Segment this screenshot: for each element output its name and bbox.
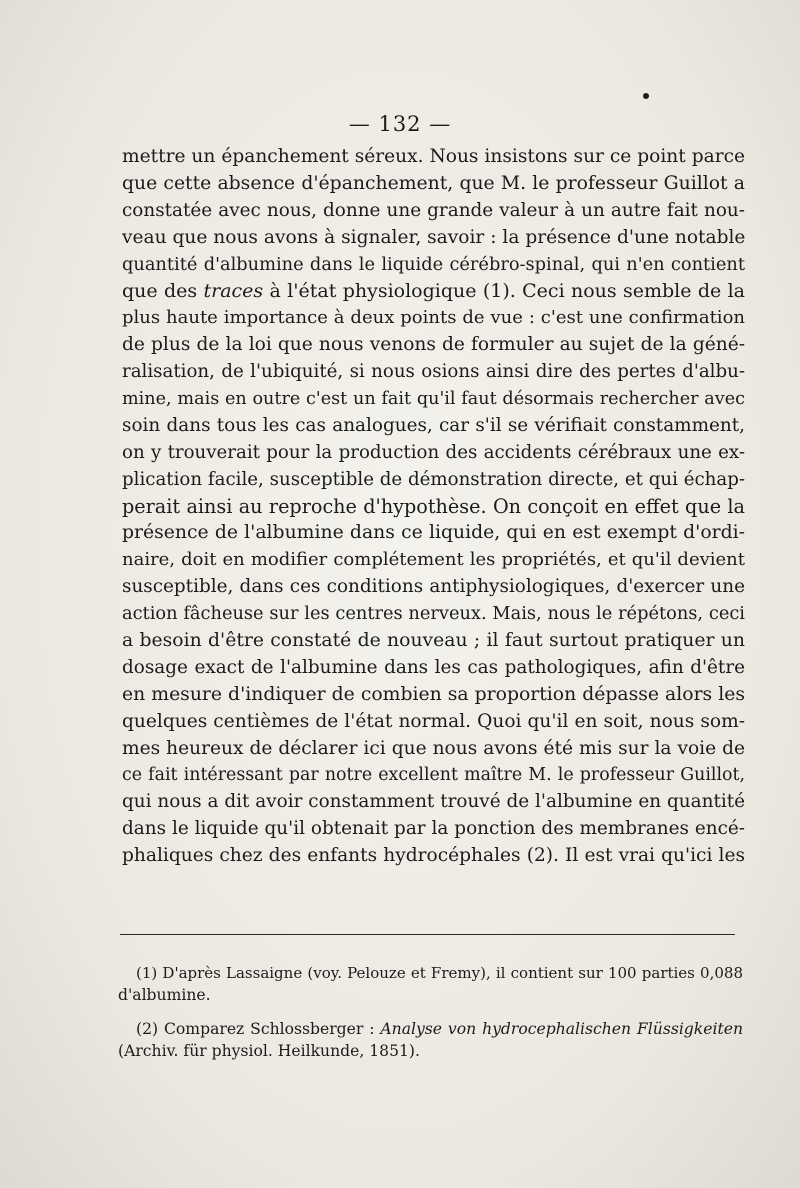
body-line: [122, 278, 745, 305]
body-line: que cette absence d'épanchement, que M. le professeur Guillot a: [122, 172, 745, 194]
body-line: qui nous a dit avoir constamment trouvé de l'albumine en quantité: [122, 791, 745, 813]
body-line: ce fait intéressant par notre excellent maître M. le professeur Guillot,: [122, 765, 745, 786]
body-text: [122, 144, 745, 870]
body-line: naire, doit en modifier complétement les propriétés, et qu'il devient: [122, 549, 745, 571]
body-line: plus haute importance à deux points de vue : c'est une confirmation: [122, 307, 745, 329]
body-line: constatée avec nous, donne une grande valeur à un autre fait nou-: [122, 199, 745, 221]
body-line-text: à l'état physiologique (1). Ceci nous semble de la: [263, 280, 745, 303]
body-line: perait ainsi au reproche d'hypothèse. On conçoit en effet que la: [122, 494, 745, 518]
body-line: phaliques chez des enfants hydrocéphales (2). Il est vrai qu'ici les: [122, 845, 745, 867]
footnote-1-line-2: d'albumine.: [118, 986, 211, 1004]
body-line: a besoin d'être constaté de nouveau ; il faut surtout pratiquer un: [122, 630, 745, 652]
footnotes: [118, 962, 743, 1062]
body-line: dosage exact de l'albumine dans les cas pathologiques, afin d'être: [122, 656, 745, 678]
body-line: en mesure d'indiquer de combien sa proportion dépasse alors les: [122, 683, 745, 705]
body-line: ralisation, de l'ubiquité, si nous osions ainsi dire des pertes d'albu-: [122, 361, 745, 383]
body-line: mes heureux de déclarer ici que nous avons été mis sur la voie de: [122, 737, 745, 759]
page-number: — 132 —: [348, 112, 452, 136]
footnote-rule: [120, 934, 735, 935]
body-line-italic: traces: [203, 280, 264, 303]
body-line: action fâcheuse sur les centres nerveux. Mais, nous le répétons, ceci: [122, 603, 745, 625]
body-line-text: que des: [122, 280, 204, 303]
body-line: présence de l'albumine dans ce liquide, qui en est exempt d'ordi-: [122, 522, 745, 544]
ink-dot: [643, 93, 649, 99]
body-line: mettre un épanchement séreux. Nous insistons sur ce point parce: [122, 146, 745, 167]
body-line: quantité d'albumine dans le liquide cérébro-spinal, qui n'en contient: [122, 253, 745, 275]
footnote-2-line-1: [118, 1018, 743, 1040]
footnote-2-line-2: (Archiv. für physiol. Heilkunde, 1851).: [118, 1042, 420, 1060]
body-line: veau que nous avons à signaler, savoir : la présence d'une notable: [122, 226, 746, 248]
body-line: plication facile, susceptible de démonstration directe, et qui échap-: [122, 468, 745, 490]
body-line: on y trouverait pour la production des accidents cérébraux une ex-: [122, 441, 745, 463]
footnote-2-text: (2) Comparez Schlossberger :: [136, 1020, 381, 1038]
body-line: quelques centièmes de l'état normal. Quoi qu'il en soit, nous som-: [122, 710, 745, 732]
body-line: de plus de la loi que nous venons de formuler au sujet de la géné-: [122, 334, 745, 356]
footnote-1-line-1: (1) D'après Lassaigne (voy. Pelouze et Fremy), il contient sur 100 parties 0,088: [136, 964, 743, 982]
body-line: soin dans tous les cas analogues, car s'il se vérifiait constamment,: [122, 414, 745, 436]
footnote-2-title: Analyse von hydrocephalischen Flüssigkeiten: [380, 1020, 743, 1038]
body-line: mine, mais en outre c'est un fait qu'il faut désormais rechercher avec: [122, 389, 745, 410]
body-line: susceptible, dans ces conditions antiphysiologiques, d'exercer une: [122, 576, 745, 598]
body-line: dans le liquide qu'il obtenait par la ponction des membranes encé-: [122, 818, 745, 840]
